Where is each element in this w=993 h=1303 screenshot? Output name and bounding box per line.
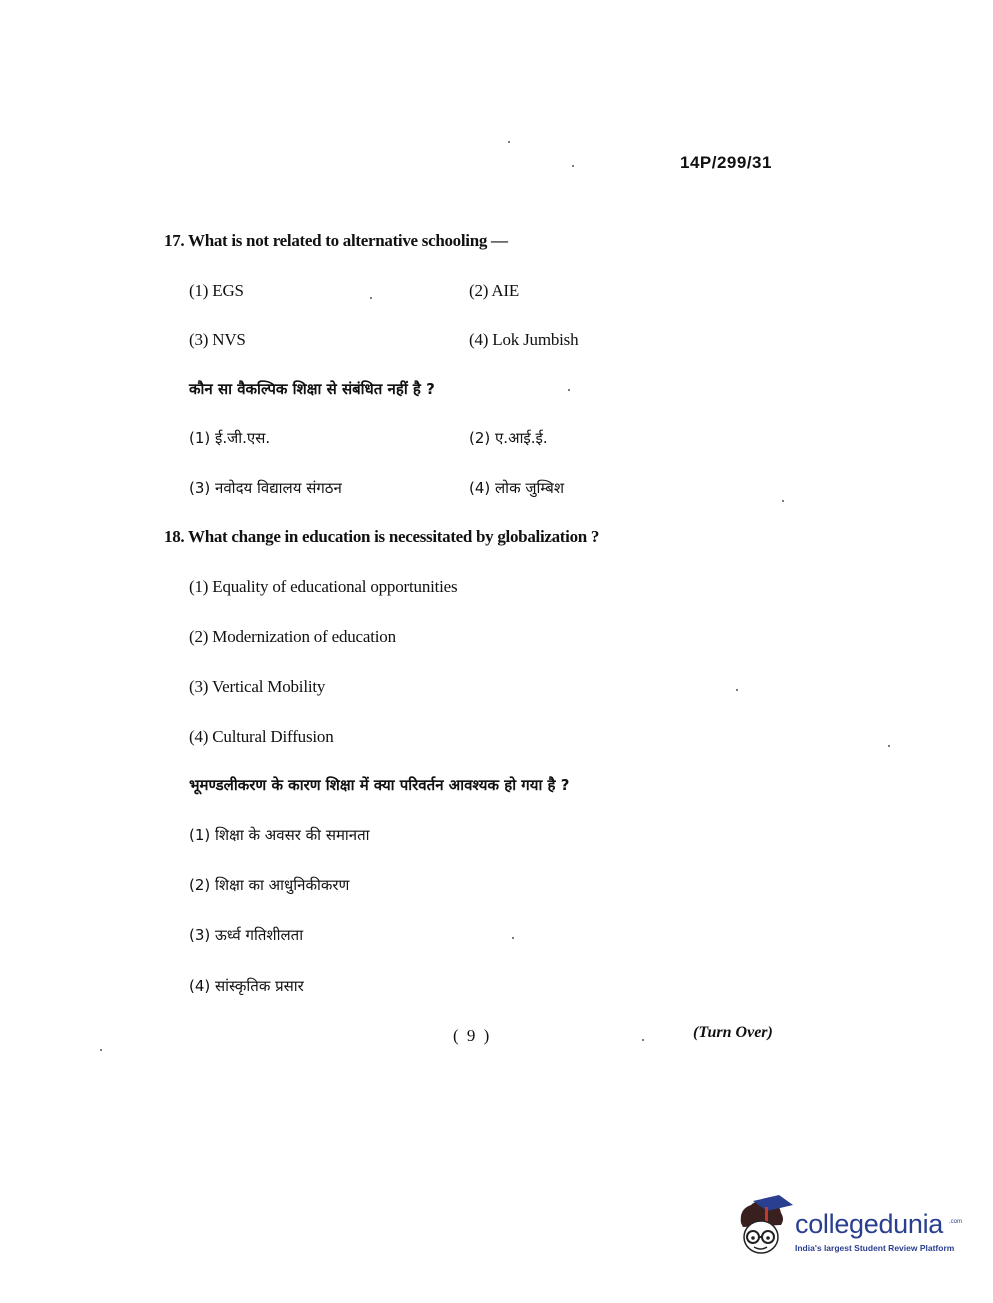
- scan-speck: [508, 141, 510, 143]
- q18-hindi-option-1: (1) शिक्षा के अवसर की समानता: [189, 826, 370, 844]
- scan-speck: [370, 297, 372, 299]
- q18-option-2: (2) Modernization of education: [189, 627, 396, 646]
- turn-over-note: (Turn Over): [693, 1024, 773, 1041]
- question-17: 17. What is not related to alternative schooling —: [164, 231, 508, 250]
- q17-hindi-option-4: (4) लोक जुम्बिश: [469, 479, 565, 497]
- q18-option-4: (4) Cultural Diffusion: [189, 727, 334, 746]
- scan-speck: [642, 1039, 644, 1041]
- page-number: ( 9 ): [453, 1026, 492, 1045]
- paper-code: 14P/299/31: [680, 153, 772, 172]
- q17-option-3: (3) NVS: [189, 330, 246, 349]
- logo-tagline: India's largest Student Review Platform: [795, 1243, 955, 1253]
- scan-speck: [782, 500, 784, 502]
- question-18: 18. What change in education is necessitated by globalization ?: [164, 527, 600, 546]
- q17-hindi-option-3: (3) नवोदय विद्यालय संगठन: [189, 479, 342, 497]
- q18-hindi-option-4: (4) सांस्कृतिक प्रसार: [189, 977, 304, 995]
- scan-speck: [100, 1049, 102, 1051]
- q18-option-3: (3) Vertical Mobility: [189, 677, 326, 696]
- q18-hindi-option-3: (3) ऊर्ध्व गतिशीलता: [189, 926, 304, 944]
- q17-option-1: (1) EGS: [189, 281, 244, 300]
- logo-wordmark: collegedunia: [795, 1209, 944, 1239]
- q18-hindi-option-2: (2) शिक्षा का आधुनिकीकरण: [189, 876, 350, 894]
- student-mascot-icon: [735, 1195, 795, 1265]
- q18-option-1: (1) Equality of educational opportunities: [189, 577, 458, 596]
- q17-hindi-option-2: (2) ए.आई.ई.: [469, 429, 548, 447]
- question-18-hindi: भूमण्डलीकरण के कारण शिक्षा में क्या परिवर्तन आवश्यक हो गया है ?: [189, 776, 570, 794]
- question-17-hindi: कौन सा वैकल्पिक शिक्षा से संबंधित नहीं है ?: [189, 380, 435, 398]
- q17-hindi-option-1: (1) ई.जी.एस.: [189, 429, 271, 447]
- scan-speck: [572, 165, 574, 167]
- q17-option-4: (4) Lok Jumbish: [469, 330, 579, 349]
- scan-speck: [888, 745, 890, 747]
- scan-speck: [512, 937, 514, 939]
- scan-speck: [736, 689, 738, 691]
- logo-domain-suffix: .com: [949, 1219, 963, 1225]
- collegedunia-logo: [735, 1195, 965, 1265]
- scan-speck: [568, 389, 570, 391]
- q17-option-2: (2) AIE: [469, 281, 520, 300]
